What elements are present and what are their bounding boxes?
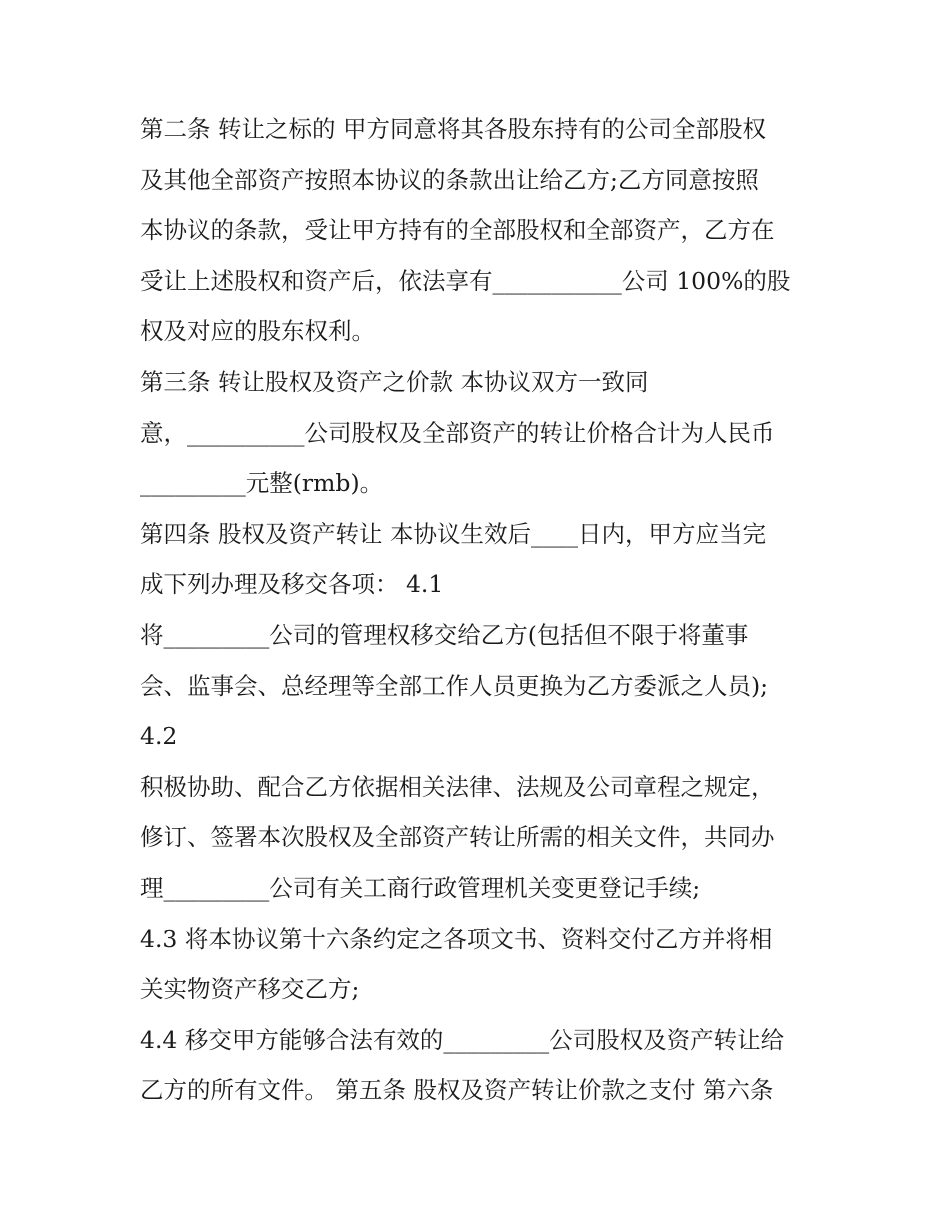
text-line: 第四条 股权及资产转让 本协议生效后____日内，甲方应当完 [140, 519, 766, 548]
text-line: 将_________公司的管理权移交给乙方(包括但不限于将董事 [140, 620, 749, 649]
text-line: 第二条 转让之标的 甲方同意将其各股东持有的公司全部股权 [140, 115, 766, 143]
text-line: 意，__________公司股权及全部资产的转让价格合计为人民币 [140, 418, 775, 447]
text-line: 第三条 转让股权及资产之价款 本协议双方一致同 [140, 367, 649, 396]
text-line: 4.3 将本协议第十六条约定之各项文书、资料交付乙方并将相 [140, 924, 773, 953]
document-body [140, 104, 820, 1116]
text-line: 本协议的条款，受让甲方持有的全部股权和全部资产，乙方在 [140, 216, 775, 245]
text-line: 成下列办理及移交各项： 4.1 [140, 570, 444, 599]
text-line: 4.4 移交甲方能够合法有效的_________公司股权及资产转让给 [140, 1025, 785, 1054]
text-line: 修订、签署本次股权及全部资产转让所需的相关文件，共同办 [140, 823, 775, 852]
text-line: 受让上述股权和资产后，依法享有___________公司 100%的股 [140, 266, 791, 295]
text-line: _________元整(rmb)。 [140, 469, 384, 498]
text-line: 理_________公司有关工商行政管理机关变更登记手续; [140, 873, 701, 902]
text-line: 权及对应的股东权利。 [140, 317, 375, 346]
text-line: 积极协助、配合乙方依据相关法律、法规及公司章程之规定， [140, 772, 775, 801]
text-line: 4.2 [140, 722, 178, 751]
text-line: 会、监事会、总经理等全部工作人员更换为乙方委派之人员); [140, 671, 769, 700]
text-line: 及其他全部资产按照本协议的条款出让给乙方;乙方同意按照 [140, 165, 759, 194]
text-line: 关实物资产移交乙方; [140, 975, 360, 1004]
text-line: 乙方的所有文件。 第五条 股权及资产转让价款之支付 第六条 [140, 1076, 774, 1105]
